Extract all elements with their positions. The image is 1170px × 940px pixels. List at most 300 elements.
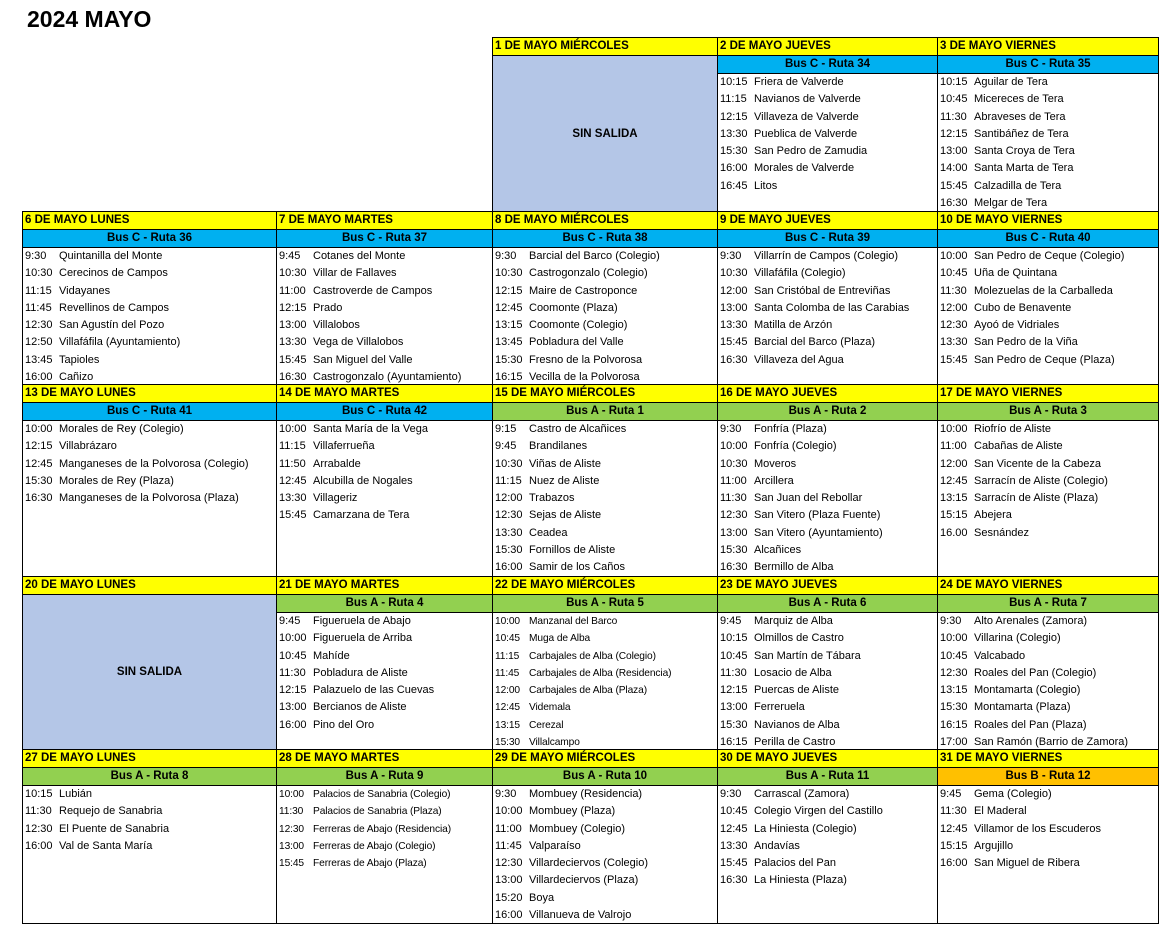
day-header: 22 DE MAYO MIÉRCOLES (493, 577, 717, 595)
stop-time: 12:45 (25, 457, 53, 470)
stop-time: 13:15 (495, 719, 520, 731)
stop-row (720, 613, 937, 630)
stop-time: 13:30 (720, 319, 748, 332)
day-header: 2 DE MAYO JUEVES (718, 38, 937, 56)
stop-row (720, 559, 937, 576)
stop-place: Palacios del Pan (754, 857, 836, 870)
stop-time: 11:15 (720, 93, 747, 106)
stop-time: 17:00 (940, 736, 968, 749)
stop-place: Carbajales de Alba (Plaza) (529, 685, 648, 697)
stop-time: 11:45 (495, 839, 522, 852)
stop-time: 16:30 (720, 874, 748, 887)
stop-time: 13:30 (940, 336, 968, 349)
stop-place: San Juan del Rebollar (754, 492, 863, 505)
stop-time: 10:00 (279, 632, 307, 645)
stop-time: 15:45 (279, 353, 307, 366)
stop-place: Alto Arenales (Zamora) (974, 615, 1088, 627)
stop-place: Barcial del Barco (Plaza) (754, 336, 876, 349)
stop-row (720, 734, 937, 750)
stop-row (495, 838, 717, 855)
stop-time: 10:00 (940, 632, 968, 645)
stop-place: Vega de Villalobos (313, 336, 404, 349)
stop-place: Santa Marta de Tera (974, 162, 1074, 175)
day-header: 27 DE MAYO LUNES (23, 750, 276, 768)
stop-time: 11:00 (720, 474, 747, 487)
stop-time: 9:45 (279, 615, 301, 627)
stop-place: Abejera (974, 509, 1012, 522)
stop-row (940, 178, 1158, 195)
stop-time: 12:15 (940, 127, 968, 140)
stop-row (720, 74, 937, 91)
day-header: 13 DE MAYO LUNES (23, 385, 276, 403)
stop-place: Boya (529, 891, 555, 904)
stop-time: 16:30 (25, 492, 53, 505)
stop-place: Mahíde (313, 649, 350, 662)
stop-place: Ferreras de Abajo (Residencia) (313, 823, 451, 835)
stop-time: 9:30 (495, 788, 517, 800)
stop-place: La Hiniesta (Plaza) (754, 874, 847, 887)
stop-row (25, 438, 276, 455)
stop-place: Nuez de Aliste (529, 474, 600, 487)
stop-row (25, 456, 276, 473)
stop-place: Uña de Quintana (974, 267, 1058, 280)
stop-row (279, 456, 492, 473)
stop-time: 15:30 (720, 145, 748, 158)
day-cell (937, 576, 1159, 750)
stop-place: San Vicente de la Cabeza (974, 457, 1101, 470)
stop-time: 11:30 (279, 806, 304, 818)
stop-list (277, 613, 492, 734)
stop-time: 15:45 (720, 857, 748, 870)
stop-place: Ayoó de Vidriales (974, 319, 1060, 332)
day-cell (22, 576, 277, 750)
stop-time: 10:45 (720, 805, 748, 818)
stop-list (277, 248, 492, 385)
stop-row (720, 682, 937, 699)
stop-place: Matilla de Arzón (754, 319, 833, 332)
stop-place: Carbajales de Alba (Residencia) (529, 667, 672, 679)
stop-row (720, 334, 937, 351)
stop-time: 13:15 (940, 492, 968, 505)
stop-place: Figueruela de Abajo (313, 615, 411, 627)
stop-row (495, 559, 717, 576)
stop-row (940, 803, 1158, 820)
stop-place: Villarina (Colegio) (974, 632, 1061, 645)
stop-row (495, 300, 717, 317)
stop-place: Litos (754, 179, 778, 192)
stop-time: 11:15 (25, 284, 52, 297)
stop-place: Micereces de Tera (974, 93, 1064, 106)
stop-time: 10:15 (25, 788, 53, 800)
stop-place: Molezuelas de la Carballeda (974, 284, 1113, 297)
stop-row (495, 369, 717, 385)
stop-row (279, 369, 492, 385)
stop-place: Villaferrueña (313, 440, 375, 453)
stop-row (25, 300, 276, 317)
stop-row (495, 821, 717, 838)
day-header: 8 DE MAYO MIÉRCOLES (493, 212, 717, 230)
day-header: 10 DE MAYO VIERNES (938, 212, 1158, 230)
stop-row (720, 91, 937, 108)
stop-row (495, 542, 717, 559)
stop-row (25, 803, 276, 820)
stop-time: 11:30 (279, 666, 306, 679)
bus-route-header: Bus C - Ruta 36 (23, 230, 276, 248)
stop-row (279, 283, 492, 300)
stop-row (279, 300, 492, 317)
bus-route-header: Bus A - Ruta 8 (23, 768, 276, 786)
day-cell (22, 211, 277, 385)
stop-place: Viñas de Aliste (529, 457, 601, 470)
stop-time: 10:15 (720, 76, 748, 88)
no-service-block: SIN SALIDA (23, 595, 276, 749)
stop-row (940, 91, 1158, 108)
stop-time: 10:00 (279, 423, 307, 435)
day-cell (276, 384, 493, 577)
stop-place: Val de Santa María (59, 839, 153, 852)
stop-list (938, 786, 1158, 872)
stop-row (279, 838, 492, 855)
stop-place: Ferreras de Abajo (Colegio) (313, 840, 436, 852)
day-cell (937, 384, 1159, 577)
day-header: 23 DE MAYO JUEVES (718, 577, 937, 595)
stop-row (279, 630, 492, 647)
stop-row (495, 438, 717, 455)
stop-place: Friera de Valverde (754, 76, 844, 88)
stop-row (720, 109, 937, 126)
stop-place: Castro de Alcañices (529, 423, 627, 435)
stop-row (495, 334, 717, 351)
stop-list (493, 613, 717, 750)
stop-place: San Pedro de Ceque (Plaza) (974, 353, 1115, 366)
stop-place: Andavías (754, 839, 800, 852)
stop-time: 15:45 (279, 858, 304, 870)
stop-time: 12:15 (279, 301, 307, 314)
stop-row (495, 734, 717, 750)
day-header: 6 DE MAYO LUNES (23, 212, 276, 230)
stop-place: Fonfría (Plaza) (754, 423, 827, 435)
stop-time: 14:00 (940, 162, 968, 175)
day-cell (492, 37, 718, 212)
stop-row (720, 421, 937, 438)
stop-time: 11:15 (279, 440, 306, 453)
day-cell (717, 37, 938, 212)
bus-route-header: Bus C - Ruta 35 (938, 56, 1158, 74)
stop-place: San Miguel del Valle (313, 353, 413, 366)
day-header: 24 DE MAYO VIERNES (938, 577, 1158, 595)
stop-row (940, 195, 1158, 212)
stop-time: 13:30 (495, 526, 523, 539)
stop-place: San Miguel de Ribera (974, 857, 1080, 870)
stop-time: 12:45 (495, 702, 520, 714)
bus-route-header: Bus C - Ruta 38 (493, 230, 717, 248)
stop-place: Lubián (59, 788, 93, 800)
day-header: 14 DE MAYO MARTES (277, 385, 492, 403)
stop-row (940, 74, 1158, 91)
stop-row (279, 786, 492, 803)
stop-time: 13:00 (279, 319, 307, 332)
stop-place: Santa Croya de Tera (974, 145, 1075, 158)
stop-time: 10:30 (720, 267, 748, 280)
stop-time: 16.00 (940, 526, 968, 539)
stop-row (940, 317, 1158, 334)
stop-row (25, 334, 276, 351)
bus-route-header: Bus A - Ruta 9 (277, 768, 492, 786)
day-cell (717, 211, 938, 385)
stop-place: Roales del Pan (Colegio) (974, 666, 1097, 679)
stop-row (940, 126, 1158, 143)
stop-row (720, 248, 937, 265)
stop-place: Valparaíso (529, 839, 581, 852)
stop-place: Mombuey (Residencia) (529, 788, 643, 800)
no-service-block: SIN SALIDA (493, 56, 717, 211)
stop-time: 10:00 (940, 423, 968, 435)
stop-row (940, 507, 1158, 524)
day-header: 16 DE MAYO JUEVES (718, 385, 937, 403)
stop-place: Pueblica de Valverde (754, 127, 858, 140)
stop-row (720, 507, 937, 524)
stop-row (279, 821, 492, 838)
stop-time: 16:00 (720, 162, 748, 175)
stop-place: Navianos de Alba (754, 718, 840, 731)
stop-time: 16:45 (720, 179, 748, 192)
stop-time: 15:30 (25, 474, 53, 487)
stop-time: 13:00 (279, 840, 304, 852)
stop-place: Santa Colomba de las Carabias (754, 301, 910, 314)
stop-time: 9:45 (495, 440, 517, 453)
stop-time: 16:00 (25, 371, 53, 384)
stop-row (279, 265, 492, 282)
stop-place: Melgar de Tera (974, 197, 1048, 210)
stop-place: Cañizo (59, 371, 94, 384)
stop-row (495, 248, 717, 265)
day-cell (276, 576, 493, 750)
stop-time: 10:45 (279, 649, 307, 662)
stop-place: Villafáfila (Ayuntamiento) (59, 336, 181, 349)
stop-row (940, 630, 1158, 647)
stop-list (277, 786, 492, 872)
stop-time: 10:15 (940, 76, 968, 88)
stop-time: 16:00 (495, 909, 523, 922)
stop-row (940, 648, 1158, 665)
stop-row (720, 872, 937, 889)
stop-list (277, 421, 492, 525)
stop-time: 9:45 (279, 250, 301, 262)
page-title: 2024 MAYO (27, 6, 152, 32)
stop-place: Sejas de Aliste (529, 509, 602, 522)
stop-row (720, 525, 937, 542)
bus-route-header: Bus A - Ruta 3 (938, 403, 1158, 421)
stop-place: El Maderal (974, 805, 1027, 818)
stop-row (720, 821, 937, 838)
stop-time: 12:45 (720, 822, 748, 835)
stop-place: Coomonte (Plaza) (529, 301, 618, 314)
stop-place: Castrogonzalo (Ayuntamiento) (313, 371, 462, 384)
stop-place: Villamor de los Escuderos (974, 822, 1101, 835)
stop-place: Fornillos de Aliste (529, 544, 616, 557)
stop-time: 9:30 (720, 788, 742, 800)
stop-place: Ferreras de Abajo (Plaza) (313, 858, 427, 870)
stop-time: 15:30 (495, 544, 523, 557)
stop-place: Villalobos (313, 319, 360, 332)
stop-time: 10:15 (720, 632, 748, 645)
stop-time: 9:30 (720, 250, 742, 262)
stop-time: 11:30 (25, 805, 52, 818)
stop-row (495, 630, 717, 647)
stop-time: 13:45 (495, 336, 523, 349)
stop-row (940, 525, 1158, 542)
stop-row (720, 283, 937, 300)
stop-time: 11:30 (940, 805, 967, 818)
bus-route-header: Bus B - Ruta 12 (938, 768, 1158, 786)
stop-row (720, 855, 937, 872)
stop-row (25, 838, 276, 855)
stop-row (25, 352, 276, 369)
stop-row (279, 490, 492, 507)
stop-place: Coomonte (Colegio) (529, 319, 628, 332)
stop-time: 12:30 (720, 509, 748, 522)
stop-place: Requejo de Sanabria (59, 805, 163, 818)
stop-place: Quintanilla del Monte (59, 250, 163, 262)
stop-place: Villaveza del Agua (754, 353, 844, 366)
stop-row (495, 613, 717, 630)
stop-row (720, 542, 937, 559)
stop-row (720, 717, 937, 734)
stop-row (720, 160, 937, 177)
stop-row (495, 682, 717, 699)
stop-row (279, 699, 492, 716)
stop-row (940, 821, 1158, 838)
stop-time: 13:30 (279, 336, 307, 349)
stop-place: Villabrázaro (59, 440, 117, 453)
stop-row (940, 665, 1158, 682)
stop-row (940, 490, 1158, 507)
stop-place: Muga de Alba (529, 633, 591, 645)
stop-row (25, 248, 276, 265)
stop-place: Palazuelo de las Cuevas (313, 684, 435, 697)
stop-time: 12:30 (940, 319, 968, 332)
stop-time: 15:30 (720, 718, 748, 731)
stop-row (279, 248, 492, 265)
stop-place: Cerezal (529, 719, 564, 731)
stop-time: 12:15 (25, 440, 53, 453)
stop-place: Palacios de Sanabria (Colegio) (313, 789, 451, 800)
day-header: 21 DE MAYO MARTES (277, 577, 492, 595)
bus-route-header: Bus A - Ruta 5 (493, 595, 717, 613)
stop-row (940, 855, 1158, 872)
stop-time: 10:00 (279, 789, 304, 800)
bus-route-header: Bus A - Ruta 6 (718, 595, 937, 613)
stop-row (940, 438, 1158, 455)
stop-time: 10:45 (720, 649, 748, 662)
stop-time: 16:00 (25, 839, 53, 852)
stop-time: 11:50 (279, 457, 306, 470)
stop-place: Figueruela de Arriba (313, 632, 413, 645)
stop-time: 12:00 (495, 685, 520, 697)
day-header: 20 DE MAYO LUNES (23, 577, 276, 595)
stop-time: 12:45 (279, 474, 307, 487)
stop-row (279, 855, 492, 872)
stop-time: 15:30 (495, 737, 520, 749)
stop-row (940, 717, 1158, 734)
stop-row (495, 699, 717, 716)
stop-row (279, 665, 492, 682)
stop-row (495, 855, 717, 872)
stop-row (495, 265, 717, 282)
bus-route-header: Bus C - Ruta 37 (277, 230, 492, 248)
stop-time: 9:45 (940, 788, 962, 800)
stop-time: 13:00 (940, 145, 968, 158)
stop-place: Mombuey (Colegio) (529, 822, 625, 835)
day-cell (717, 576, 938, 750)
stop-time: 11:30 (940, 284, 967, 297)
stop-place: San Agustín del Pozo (59, 319, 165, 332)
stop-time: 10:30 (720, 457, 748, 470)
stop-place: La Hiniesta (Colegio) (754, 822, 857, 835)
stop-time: 12:30 (940, 666, 968, 679)
stop-row (720, 630, 937, 647)
stop-row (495, 786, 717, 803)
stop-row (720, 648, 937, 665)
stop-row (720, 265, 937, 282)
stop-list (938, 248, 1158, 369)
stop-place: Ferreruela (754, 701, 805, 714)
stop-row (720, 178, 937, 195)
stop-time: 9:15 (495, 423, 517, 435)
stop-row (495, 507, 717, 524)
stop-time: 12:50 (25, 336, 53, 349)
stop-time: 12:00 (940, 457, 968, 470)
stop-place: El Puente de Sanabria (59, 822, 170, 835)
stop-row (720, 300, 937, 317)
day-header: 7 DE MAYO MARTES (277, 212, 492, 230)
stop-place: Montamarta (Colegio) (974, 684, 1081, 697)
stop-list (493, 786, 717, 924)
stop-time: 11:30 (720, 666, 747, 679)
stop-row (279, 473, 492, 490)
stop-place: Navianos de Valverde (754, 93, 861, 106)
stop-row (940, 421, 1158, 438)
stop-time: 11:15 (495, 474, 522, 487)
stop-place: Ceadea (529, 526, 568, 539)
stop-time: 15:30 (495, 353, 523, 366)
stop-place: Roales del Pan (Plaza) (974, 718, 1087, 731)
stop-row (940, 160, 1158, 177)
stop-row (495, 665, 717, 682)
stop-time: 13:00 (495, 874, 523, 887)
stop-time: 12:00 (495, 492, 523, 505)
stop-row (940, 473, 1158, 490)
stop-list (718, 421, 937, 577)
stop-place: Villardeciervos (Colegio) (529, 857, 649, 870)
stop-row (940, 613, 1158, 630)
stop-place: Colegio Virgen del Castillo (754, 805, 883, 818)
stop-time: 12:00 (720, 284, 748, 297)
stop-place: Manganeses de la Polvorosa (Colegio) (59, 457, 249, 470)
stop-time: 11:30 (940, 110, 967, 123)
stop-place: Prado (313, 301, 343, 314)
day-cell (22, 749, 277, 924)
day-cell (276, 211, 493, 385)
stop-row (279, 317, 492, 334)
bus-route-header: Bus A - Ruta 1 (493, 403, 717, 421)
stop-row (495, 317, 717, 334)
stop-time: 12:45 (940, 474, 968, 487)
stop-time: 16:30 (720, 353, 748, 366)
stop-place: Tapioles (59, 353, 100, 366)
bus-route-header: Bus C - Ruta 41 (23, 403, 276, 421)
day-header: 30 DE MAYO JUEVES (718, 750, 937, 768)
